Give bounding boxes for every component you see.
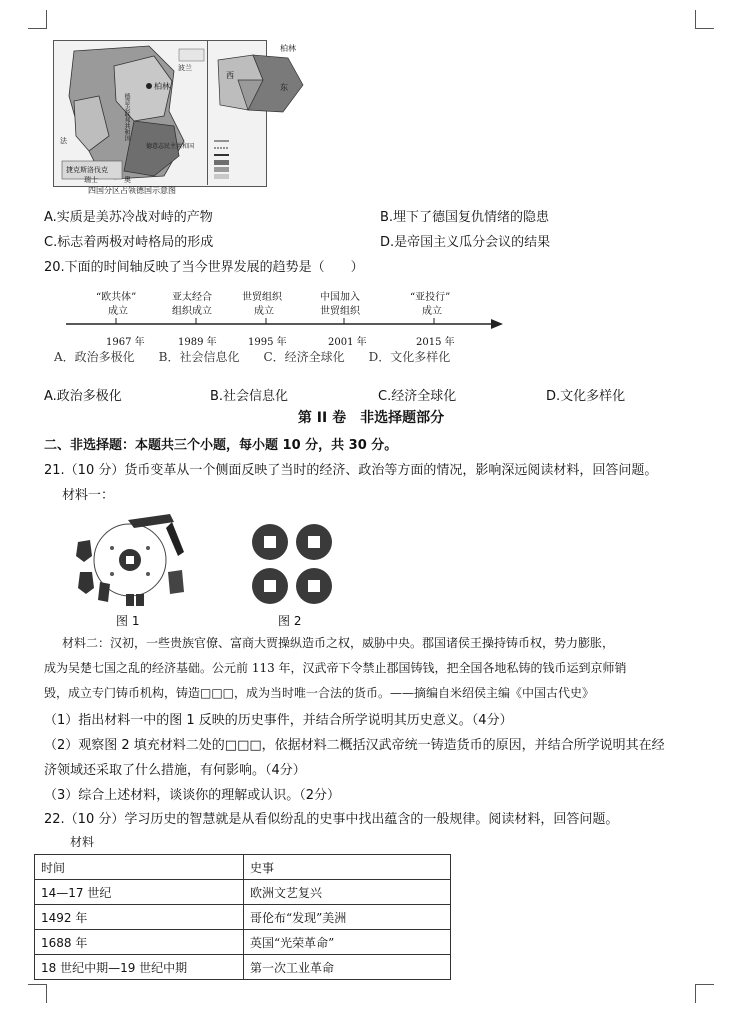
corner-mark-bottom-left [28,984,47,1003]
timeline-event-2-title: 亚太经合 [172,292,212,303]
fig1-caption: 图 1 [116,614,140,628]
section2-heading: 二、非选择题：本题共三个小题，每小题 10 分，共 30 分。 [44,438,398,453]
table-cell-event: 第一次工业革命 [244,955,451,980]
corner-mark-top-left [28,10,47,29]
berlin-inset-drawing [208,40,318,120]
timeline-event-3-year: 1995 年 [248,337,287,348]
table-row [35,905,451,930]
q20-option-a: A.政治多极化 [44,389,122,404]
q21-sub1: （1）指出材料一中的图 1 反映的历史事件，并结合所学说明其历史意义。（4分） [44,713,513,728]
part2-title: 第 II 卷 非选择题部分 [297,410,445,426]
map-label-berlin: 柏林 [154,82,170,91]
table-row [35,880,451,905]
table-cell-time: 14—17 世纪 [35,880,244,905]
fig1-ancient-coins [70,512,190,612]
q21-material2-line1: 材料二：汉初，一些贵族官僚、富商大贾操纵造币之权，威胁中央。郡国诸侯王操持铸币权，势力膨胀， [62,636,615,650]
table-cell-time: 1492 年 [35,905,244,930]
table-cell-time: 18 世纪中期—19 世纪中期 [35,955,244,980]
table-cell-time: 1688 年 [35,930,244,955]
inset-label-east: 东 [280,83,288,92]
fig2-drawing [248,520,340,612]
map-label-zone-2: 德意志民主共和国 [146,143,195,150]
timeline-event-5-year: 2015 年 [416,337,455,348]
q21-sub2-line2: 济领域还采取了什么措施，有何影响。（4分） [44,763,306,778]
inset-label-berlin: 柏林 [280,44,296,53]
table-header-row [35,855,451,880]
berlin-inset-map [207,40,318,185]
map-label-neighbor-5: 奥 [124,176,131,184]
q21-sub3: （3）综合上述材料，谈谈你的理解或认识。（2分） [44,788,341,803]
table-cell-event: 英国“光荣革命” [244,930,451,955]
timeline-event-4-title: 中国加入 [320,292,360,303]
timeline-event-2-year: 1989 年 [178,337,217,348]
q19-option-b: B.埋下了德国复仇情绪的隐患 [380,210,550,225]
table-cell-event: 哥伦布“发现”美洲 [244,905,451,930]
timeline-event-4-sub: 世贸组织 [320,306,360,317]
q20-stem: 20.下面的时间轴反映了当今世界发展的趋势是（ ） [44,260,364,275]
timeline-event-4-year: 2001 年 [328,337,367,348]
corner-mark-top-right [695,10,714,29]
timeline-image-options: A．政治多极化 B．社会信息化 C．经济全球化 D．文化多样化 [54,350,451,364]
q19-option-d: D.是帝国主义瓜分会议的结果 [380,235,551,250]
inset-label-west: 西 [226,71,234,80]
q21-stem: 21.（10 分）货币变革从一个侧面反映了当时的经济、政治等方面的情况，影响深远阅读材料，回答问题。 [44,463,658,478]
q21-material2-line2: 成为吴楚七国之乱的经济基础。公元前 113 年，汉武帝下令禁止郡国铸钱，把全国各地私铸的钱币运到京师销 [44,661,627,675]
timeline-event-5-sub: 成立 [422,306,442,317]
corner-mark-bottom-right [695,984,714,1003]
timeline-event-1-year: 1967 年 [106,337,145,348]
q22-stem: 22.（10 分）学习历史的智慧就是从看似纷乱的史事中找出蕴含的一般规律。阅读材料，回答问题。 [44,812,619,827]
q21-material2-line3: 毁，成立专门铸币机构，铸造□□□，成为当时唯一合法的货币。——摘编自米绍侯主编《中国古代史》 [44,686,595,700]
table-header-time: 时间 [35,855,244,880]
map-label-neighbor-2: 捷克斯洛伐克 [66,166,108,174]
map-label-neighbor-4: 瑞士 [84,176,98,184]
q20-option-c: C.经济全球化 [378,389,457,404]
timeline-event-2-sub: 组织成立 [172,306,212,317]
table-row [35,930,451,955]
timeline-event-3-title: 世贸组织 [242,292,282,303]
map-label-zone-1: 德意志联邦共和国 [123,93,130,141]
fig1-drawing [70,512,190,612]
table-row [35,955,451,980]
timeline-figure [54,288,506,368]
map-label-neighbor-3: 法 [60,137,67,145]
fig2-wuzhu-coins [248,520,340,612]
q22-history-table [34,854,451,980]
fig2-caption: 图 2 [278,614,302,628]
map-label-neighbor-1: 波兰 [178,64,192,72]
table-cell-event: 欧洲文艺复兴 [244,880,451,905]
q21-sub2-line1: （2）观察图 2 填充材料二处的□□□，依据材料二概括汉武帝统一铸造货币的原因，并结合所学说明其在经 [44,738,665,753]
map-caption: 四国分区占领德国示意图 [88,186,176,195]
timeline-event-1-sub: 成立 [108,306,128,317]
table-header-event: 史事 [244,855,451,880]
q20-option-d: D.文化多样化 [546,389,626,404]
q20-option-b: B.社会信息化 [210,389,289,404]
q19-option-c: C.标志着两极对峙格局的形成 [44,235,214,250]
timeline-event-5-title: “亚投行” [410,292,451,303]
q21-material1-label: 材料一： [62,488,115,503]
q19-option-a: A.实质是美苏冷战对峙的产物 [44,210,213,225]
timeline-event-1-title: “欧共体” [96,292,137,303]
q22-material-label: 材料 [70,835,95,849]
timeline-event-3-sub: 成立 [254,306,274,317]
